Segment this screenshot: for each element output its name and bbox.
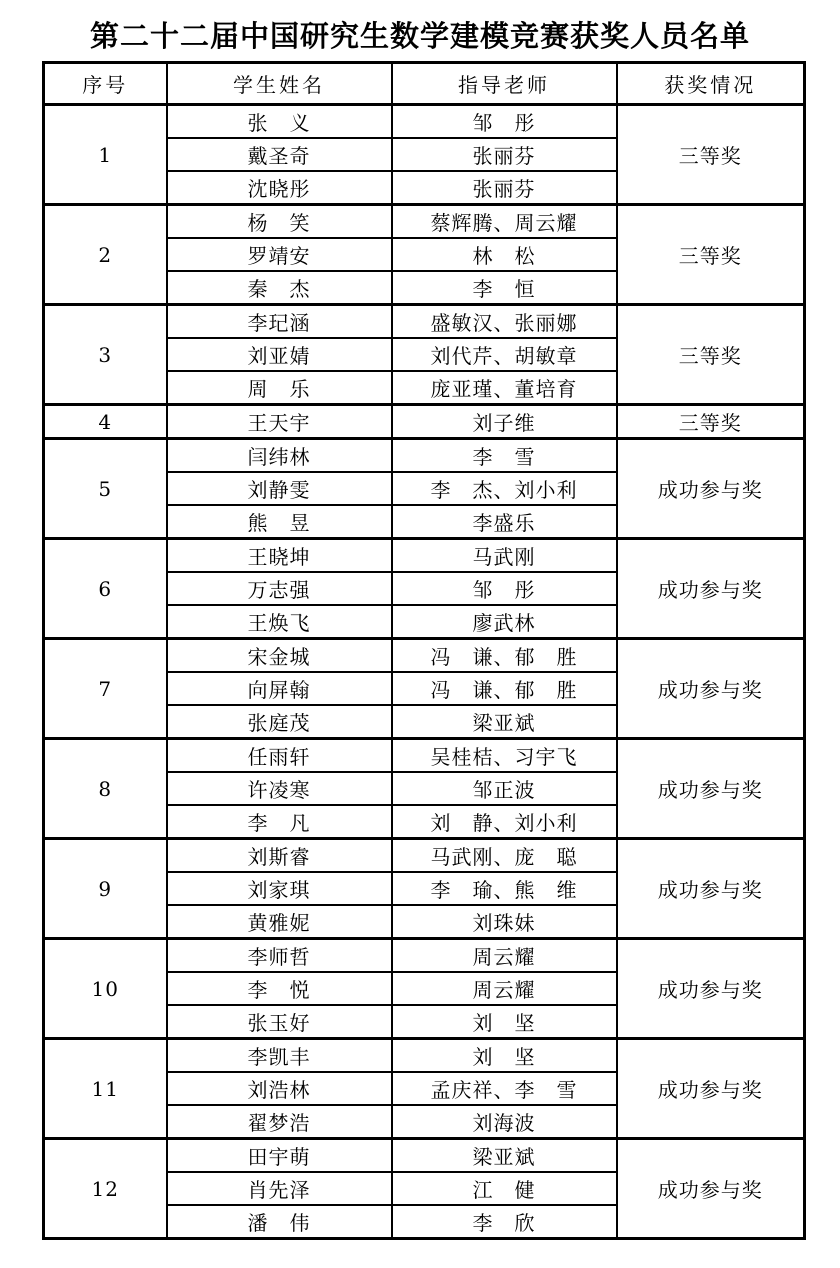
table-row [44,639,805,673]
award-cell: 成功参与奖 [617,939,805,1039]
award-table [42,61,806,1240]
serial-cell: 8 [44,739,167,839]
student-cell: 潘 伟 [167,1205,392,1239]
serial-cell: 4 [44,405,167,439]
advisor-cell: 李 杰、刘小利 [392,472,617,505]
student-cell: 田宇萌 [167,1139,392,1173]
table-header-row [44,63,805,105]
table-row [44,939,805,973]
student-cell: 王晓坤 [167,539,392,573]
student-cell: 罗靖安 [167,238,392,271]
serial-cell: 10 [44,939,167,1039]
student-cell: 熊 昱 [167,505,392,539]
award-cell: 成功参与奖 [617,739,805,839]
student-cell: 向屏翰 [167,672,392,705]
advisor-cell: 刘子维 [392,405,617,439]
serial-cell: 12 [44,1139,167,1239]
serial-cell: 11 [44,1039,167,1139]
student-cell: 肖先泽 [167,1172,392,1205]
student-cell: 刘亚婧 [167,338,392,371]
advisor-cell: 江 健 [392,1172,617,1205]
advisor-cell: 李 瑜、熊 维 [392,872,617,905]
serial-cell: 6 [44,539,167,639]
advisor-cell: 李 欣 [392,1205,617,1239]
table-row [44,839,805,873]
award-cell: 成功参与奖 [617,839,805,939]
serial-cell: 9 [44,839,167,939]
serial-cell: 5 [44,439,167,539]
header-advisor: 指导老师 [392,63,617,105]
advisor-cell: 马武刚 [392,539,617,573]
advisor-cell: 盛敏汉、张丽娜 [392,305,617,339]
student-cell: 张玉好 [167,1005,392,1039]
header-award: 获奖情况 [617,63,805,105]
student-cell: 刘静雯 [167,472,392,505]
student-cell: 李 悦 [167,972,392,1005]
advisor-cell: 刘 坚 [392,1005,617,1039]
student-cell: 李凯丰 [167,1039,392,1073]
student-cell: 许凌寒 [167,772,392,805]
student-cell: 李 凡 [167,805,392,839]
header-student: 学生姓名 [167,63,392,105]
student-cell: 李师哲 [167,939,392,973]
table-row [44,439,805,473]
student-cell: 任雨轩 [167,739,392,773]
advisor-cell: 邹 彤 [392,105,617,139]
student-cell: 刘浩林 [167,1072,392,1105]
serial-cell: 2 [44,205,167,305]
advisor-cell: 冯 谦、郁 胜 [392,672,617,705]
student-cell: 万志强 [167,572,392,605]
award-cell: 成功参与奖 [617,639,805,739]
advisor-cell: 庞亚瑾、董培育 [392,371,617,405]
advisor-cell: 张丽芬 [392,171,617,205]
student-cell: 戴圣奇 [167,138,392,171]
advisor-cell: 梁亚斌 [392,1139,617,1173]
advisor-cell: 刘海波 [392,1105,617,1139]
header-serial: 序号 [44,63,167,105]
award-cell: 三等奖 [617,405,805,439]
advisor-cell: 刘 坚 [392,1039,617,1073]
table-row [44,405,805,439]
award-cell: 三等奖 [617,305,805,405]
award-cell: 三等奖 [617,205,805,305]
award-cell: 成功参与奖 [617,539,805,639]
student-cell: 刘家琪 [167,872,392,905]
advisor-cell: 张丽芬 [392,138,617,171]
student-cell: 刘斯睿 [167,839,392,873]
student-cell: 宋金城 [167,639,392,673]
award-cell: 成功参与奖 [617,439,805,539]
advisor-cell: 冯 谦、郁 胜 [392,639,617,673]
student-cell: 张 义 [167,105,392,139]
advisor-cell: 刘珠妹 [392,905,617,939]
student-cell: 翟梦浩 [167,1105,392,1139]
table-row [44,539,805,573]
serial-cell: 7 [44,639,167,739]
student-cell: 黄雅妮 [167,905,392,939]
advisor-cell: 周云耀 [392,972,617,1005]
advisor-cell: 马武刚、庞 聪 [392,839,617,873]
table-row [44,1039,805,1073]
advisor-cell: 周云耀 [392,939,617,973]
award-cell: 三等奖 [617,105,805,205]
advisor-cell: 蔡辉腾、周云耀 [392,205,617,239]
advisor-cell: 邹正波 [392,772,617,805]
student-cell: 李玘涵 [167,305,392,339]
advisor-cell: 李盛乐 [392,505,617,539]
advisor-cell: 刘代芹、胡敏章 [392,338,617,371]
advisor-cell: 林 松 [392,238,617,271]
advisor-cell: 李 恒 [392,271,617,305]
table-row [44,205,805,239]
award-cell: 成功参与奖 [617,1139,805,1239]
advisor-cell: 吴桂桔、习宇飞 [392,739,617,773]
advisor-cell: 廖武林 [392,605,617,639]
student-cell: 张庭茂 [167,705,392,739]
serial-cell: 1 [44,105,167,205]
advisor-cell: 李 雪 [392,439,617,473]
student-cell: 王天宇 [167,405,392,439]
table-body [44,105,805,1239]
award-cell: 成功参与奖 [617,1039,805,1139]
advisor-cell: 邹 彤 [392,572,617,605]
advisor-cell: 梁亚斌 [392,705,617,739]
table-row [44,739,805,773]
student-cell: 周 乐 [167,371,392,405]
advisor-cell: 刘 静、刘小利 [392,805,617,839]
advisor-cell: 孟庆祥、李 雪 [392,1072,617,1105]
student-cell: 杨 笑 [167,205,392,239]
student-cell: 秦 杰 [167,271,392,305]
serial-cell: 3 [44,305,167,405]
student-cell: 王焕飞 [167,605,392,639]
table-row [44,305,805,339]
table-row [44,1139,805,1173]
student-cell: 闫纬林 [167,439,392,473]
student-cell: 沈晓彤 [167,171,392,205]
table-row [44,105,805,139]
page-title: 第二十二届中国研究生数学建模竞赛获奖人员名单 [89,19,750,53]
